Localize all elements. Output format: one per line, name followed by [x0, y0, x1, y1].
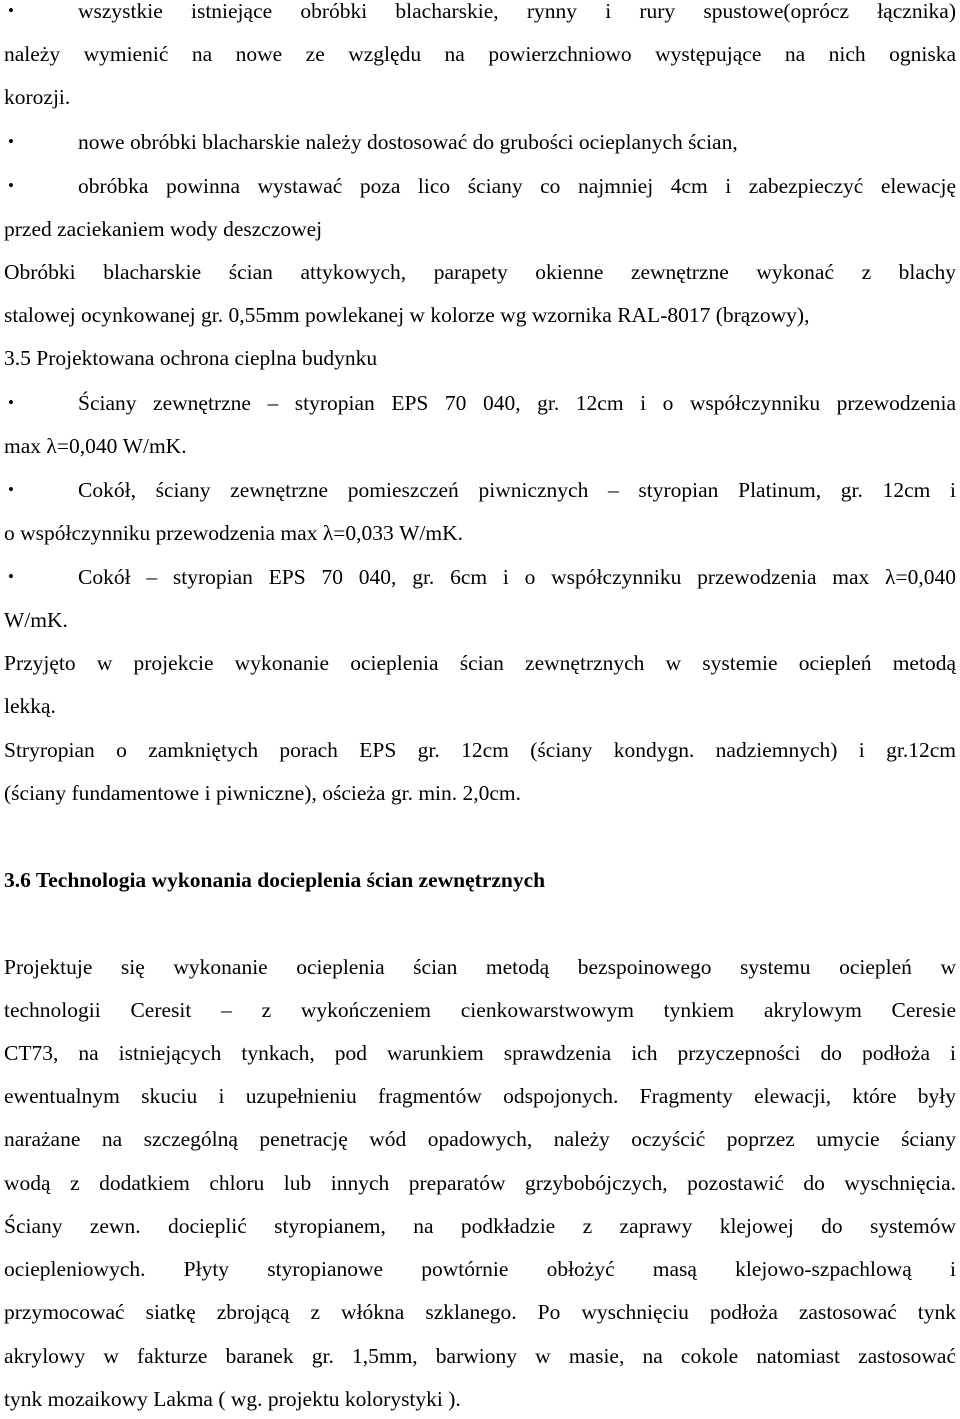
text-line: (ściany fundamentowe i piwniczne), ościeża gr. min. 2,0cm.	[4, 781, 522, 805]
text-line: przed zaciekaniem wody deszczowej	[4, 217, 323, 241]
text-line: przymocować siatkę zbrojącą z włókna szklanego. Po wyschnięciu podłoża zastosować tynk	[4, 1300, 956, 1324]
text-line: Ściany zewn. docieplić styropianem, na podkładzie z zaprawy klejowej do systemów	[4, 1214, 956, 1238]
text-line: stalowej ocynkowanej gr. 0,55mm powlekanej w kolorze wg wzornika RAL-8017 (brązowy),	[4, 303, 810, 327]
text-line: lekką.	[4, 694, 56, 718]
text-line: Cokół, ściany zewnętrzne pomieszczeń piwnicznych – styropian Platinum, gr. 12cm i	[78, 478, 956, 502]
bullet-icon: •	[8, 1, 14, 20]
text-line: należy wymienić na nowe ze względu na powierzchniowo występujące na nich ogniska	[4, 42, 956, 66]
text-line: technologii Ceresit – z wykończeniem cienkowarstwowym tynkiem akrylowym Ceresie	[4, 998, 956, 1022]
bullet-icon: •	[8, 393, 14, 412]
text-line: wszystkie istniejące obróbki blacharskie, rynny i rury spustowe(oprócz łącznika)	[78, 0, 956, 23]
text-line: akrylowy w fakturze baranek gr. 1,5mm, barwiony w masie, na cokole natomiast zastosować	[4, 1344, 956, 1368]
text-line: tynk mozaikowy Lakma ( wg. projektu kolorystyki ).	[4, 1387, 461, 1411]
text-line: korozji.	[4, 85, 71, 109]
text-line: Ściany zewnętrzne – styropian EPS 70 040, gr. 12cm i o współczynniku przewodzenia	[78, 391, 956, 415]
text-line: CT73, na istniejących tynkach, pod warunkiem sprawdzenia ich przyczepności do podłoża i	[4, 1041, 956, 1065]
text-line: Cokół – styropian EPS 70 040, gr. 6cm i o współczynniku przewodzenia max λ=0,040	[78, 565, 956, 589]
bullet-icon: •	[8, 132, 14, 151]
text-line: nowe obróbki blacharskie należy dostosować do grubości ocieplanych ścian,	[78, 130, 738, 154]
text-line: obróbka powinna wystawać poza lico ściany co najmniej 4cm i zabezpieczyć elewację	[78, 174, 956, 198]
text-line: Przyjęto w projekcie wykonanie ocieplenia ścian zewnętrznych w systemie ociepleń metodą	[4, 651, 956, 675]
text-line: max λ=0,040 W/mK.	[4, 434, 187, 458]
text-line: narażane na szczególną penetrację wód opadowych, należy oczyścić poprzez umycie ściany	[4, 1127, 956, 1151]
section-heading: 3.6 Technologia wykonania docieplenia ścian zewnętrznych	[4, 868, 546, 892]
bullet-icon: •	[8, 480, 14, 499]
text-line: Obróbki blacharskie ścian attykowych, parapety okienne zewnętrzne wykonać z blachy	[4, 260, 956, 284]
bullet-icon: •	[8, 176, 14, 195]
text-line: wodą z dodatkiem chloru lub innych preparatów grzybobójczych, pozostawić do wyschnięcia.	[4, 1171, 956, 1195]
text-line: ociepleniowych. Płyty styropianowe powtórnie obłożyć masą klejowo-szpachlową i	[4, 1257, 956, 1281]
text-line: ewentualnym skuciu i uzupełnieniu fragmentów odspojonych. Fragmenty elewacji, które były	[4, 1084, 956, 1108]
text-line: o współczynniku przewodzenia max λ=0,033 W/mK.	[4, 521, 464, 545]
text-line: Stryropian o zamkniętych porach EPS gr. 12cm (ściany kondygn. nadziemnych) i gr.12cm	[4, 738, 956, 762]
text-line: Projektuje się wykonanie ocieplenia ścian metodą bezspoinowego systemu ociepleń w	[4, 955, 956, 979]
section-heading: 3.5 Projektowana ochrona cieplna budynku	[4, 346, 378, 370]
text-line: W/mK.	[4, 608, 68, 632]
bullet-icon: •	[8, 567, 14, 586]
